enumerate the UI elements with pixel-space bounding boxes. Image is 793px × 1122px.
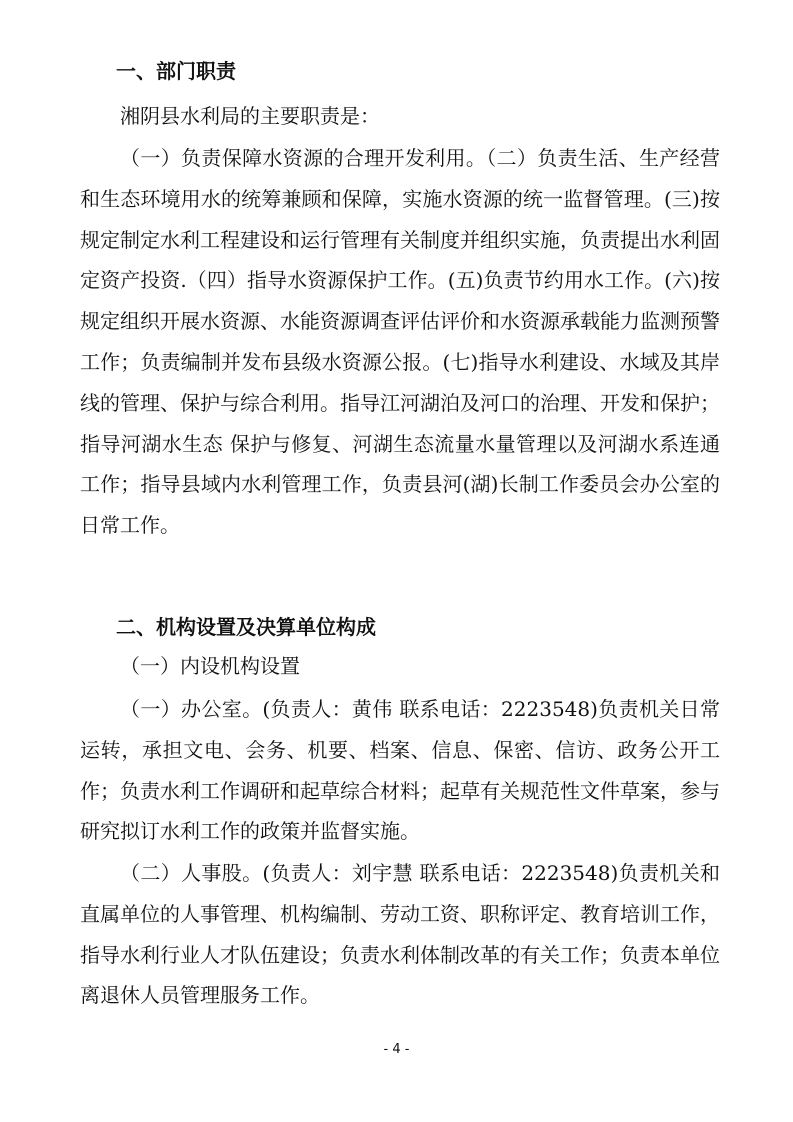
- office-paragraph: （一）办公室。(负责人：黄伟 联系电话：2223548)负责机关日常运转，承担文电、会务、机要、档案、信息、保密、信访、政务公开工作；负责水利工作调研和起草综合材料；起草有关规范性文件草案，参与研究拟订水利工作的政策并监督实施。: [80, 697, 720, 844]
- duties-paragraph: （一）负责保障水资源的合理开发利用。（二）负责生活、生产经营和生态环境用水的统筹兼顾和保障，实施水资源的统一监督管理。(三)按规定制定水利工程建设和运行管理有关制度并组织实施，负责提出水利固定资产投资.（四）指导水资源保护工作。(五)负责节约用水工作。(六)按规定组织开展水资源、水能资源调查评估评价和水资源承载能力监测预警工作；负责编制并发布县级水资源公报。(七)指导水利建设、水域及其岸线的管理、保护与综合利用。指导江河湖泊及河口的治理、开发和保护；指导河湖水生态 保护与修复、河湖生态流量水量管理以及河湖水系连通工作；指导县域内水利管理工作，负责县河(湖)长制工作委员会办公室的日常工作。: [80, 146, 720, 538]
- section-heading-duties: 一、部门职责: [116, 59, 236, 83]
- personnel-paragraph: （二）人事股。(负责人：刘宇慧 联系电话：2223548)负责机关和直属单位的人事管理、机构编制、劳动工资、职称评定、教育培训工作，指导水利行业人才队伍建设；负责水利体制改革的有关工作；负责本单位离退休人员管理服务工作。: [80, 861, 720, 1008]
- duties-intro: 湘阴县水利局的主要职责是：: [120, 104, 380, 128]
- sub-heading-internal-units: （一）内设机构设置: [120, 654, 300, 678]
- page-number: - 4 -: [383, 1042, 410, 1057]
- section-heading-structure: 二、机构设置及决算单位构成: [116, 615, 376, 639]
